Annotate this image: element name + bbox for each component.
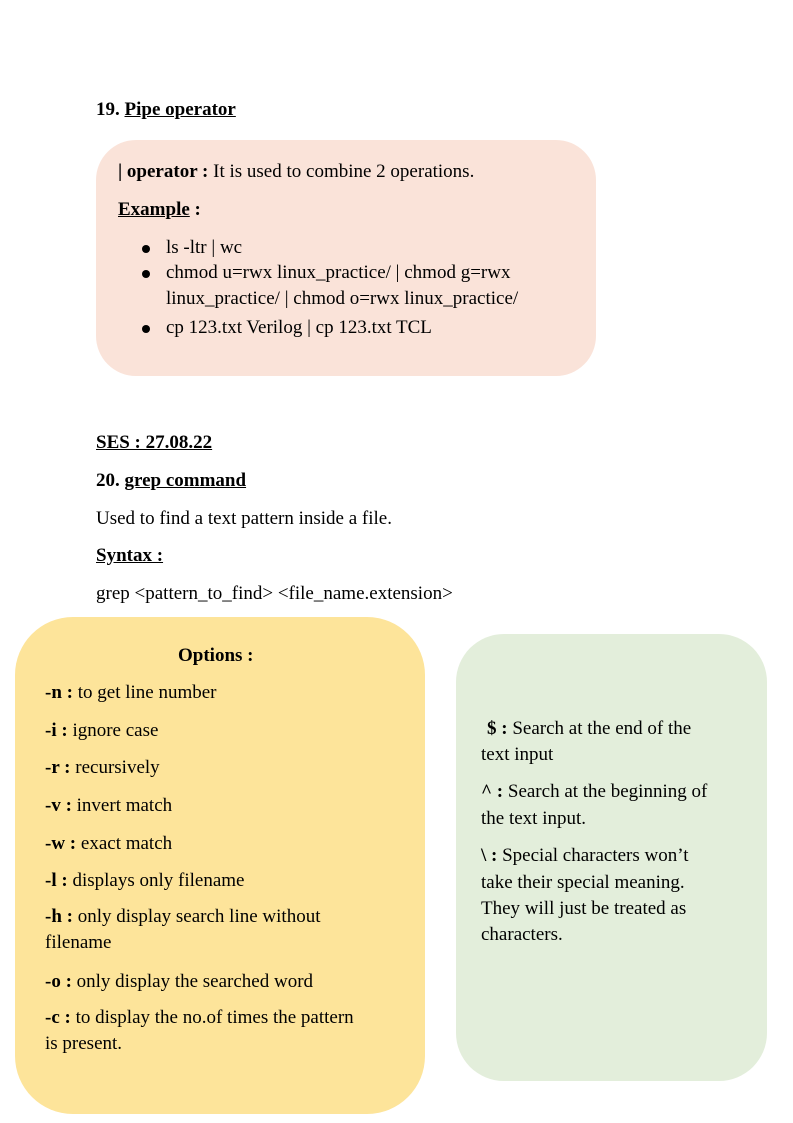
option-item [45,971,313,993]
anchor-caret [481,781,707,803]
anchor-symbol: $ : [487,718,508,739]
anchor-desc: Search at the end of the [512,718,692,739]
option-flag: -i : [45,720,68,741]
option-desc: to display the no.of times the pattern [75,1007,354,1028]
option-item [45,870,244,892]
option-desc-continuation: filename [45,932,112,953]
option-flag: -n : [45,682,73,703]
option-flag: -h : [45,906,73,927]
options-title: Options : [178,645,254,666]
option-desc: only display the searched word [76,971,314,992]
anchor-backslash [481,845,689,867]
section-19-title: Pipe operator [124,99,236,120]
bullet-icon [142,270,150,278]
example-item: chmod u=rwx linux_practice/ | chmod g=rwx [166,262,511,283]
option-item [45,682,217,704]
option-flag: -w : [45,833,77,854]
anchor-symbol: \ : [481,845,498,866]
anchor-desc: Special characters won’t [502,845,689,866]
option-item [45,906,320,928]
anchor-desc-continuation: text input [481,744,554,765]
example-heading [118,199,201,221]
section-19-heading [96,99,236,121]
section-20-heading [96,470,246,492]
anchor-desc-continuation: the text input. [481,808,587,829]
option-desc: recursively [75,757,160,778]
option-desc-continuation: is present. [45,1033,123,1054]
option-desc: displays only filename [72,870,245,891]
grep-description: Used to find a text pattern inside a file. [96,508,392,529]
option-item [45,795,172,817]
option-item [45,757,160,779]
option-desc: only display search line without [77,906,321,927]
bullet-icon [142,325,150,333]
option-item [45,833,172,855]
example-item: cp 123.txt Verilog | cp 123.txt TCL [166,317,432,338]
anchor-desc-continuation: characters. [481,924,563,945]
section-19-number: 19. [96,99,120,120]
anchor-desc-continuation: They will just be treated as [481,898,687,919]
operator-description: It is used to combine 2 operations. [213,161,475,182]
example-colon: : [194,199,201,220]
option-desc: exact match [80,833,173,854]
option-flag: -c : [45,1007,71,1028]
anchor-dollar [487,718,691,740]
section-20-number: 20. [96,470,120,491]
example-item-continuation: linux_practice/ | chmod o=rwx linux_practice/ [166,288,519,309]
anchor-desc-continuation: take their special meaning. [481,872,685,893]
option-item [45,1007,354,1029]
operator-definition [118,161,474,183]
option-item [45,720,158,742]
option-flag: -v : [45,795,72,816]
option-flag: -r : [45,757,71,778]
section-20-title: grep command [124,470,247,491]
grep-syntax: grep <pattern_to_find> <file_name.extension> [96,583,453,604]
example-item: ls -ltr | wc [166,237,243,258]
operator-label: | operator : [118,161,209,182]
syntax-label: Syntax : [96,545,164,566]
example-label: Example [118,199,190,220]
option-desc: to get line number [77,682,217,703]
anchor-symbol: ^ : [481,781,504,802]
option-flag: -o : [45,971,72,992]
bullet-icon [142,245,150,253]
option-desc: invert match [76,795,173,816]
session-date: SES : 27.08.22 [96,432,213,453]
option-flag: -l : [45,870,68,891]
option-desc: ignore case [72,720,159,741]
anchor-desc: Search at the beginning of [507,781,708,802]
